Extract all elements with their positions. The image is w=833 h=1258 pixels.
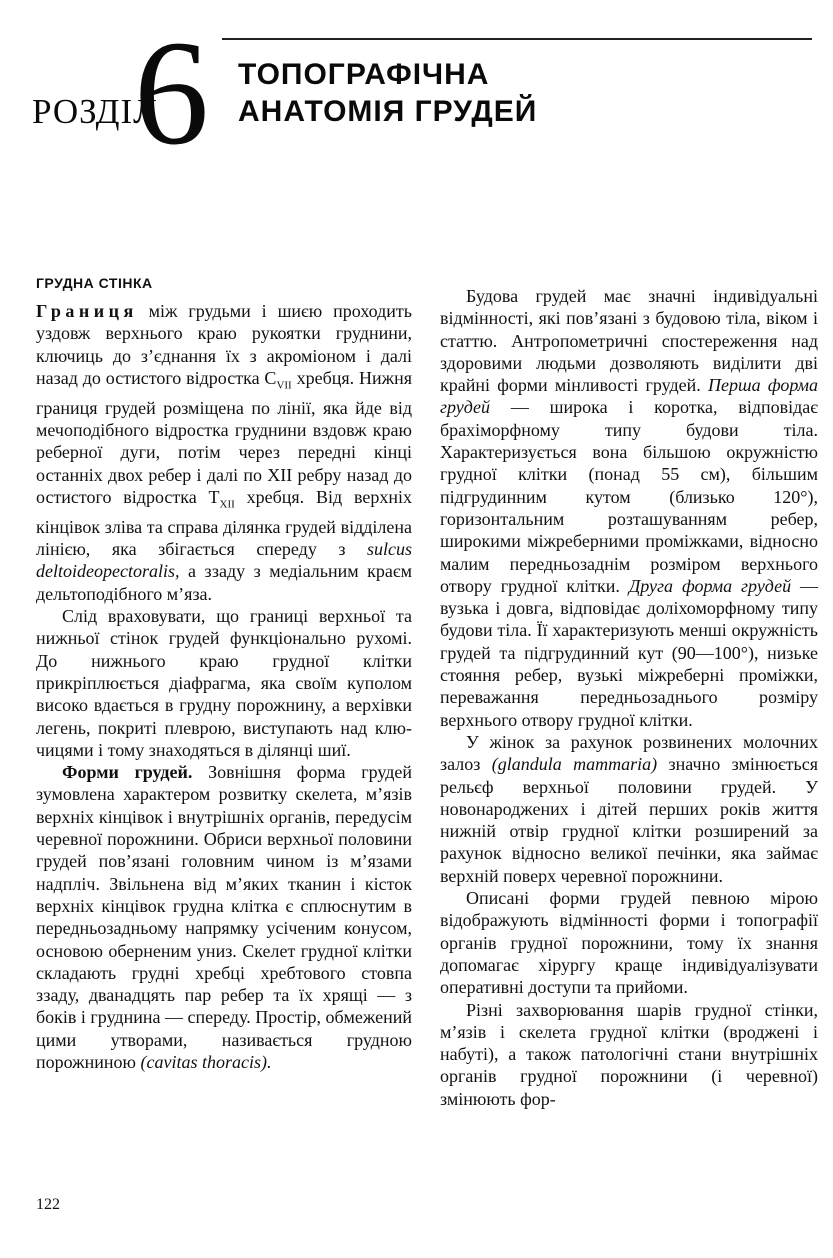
text-run: Зовнішня форма грудей зумовлена характером розвитку скелета, м’язів верхніх кінцівок і внутрішніх органів, передусім черевної порожнини. Обриси верхньої половини грудей пов’язані головним чином із м’язами надпліч. Звільнена від м’яких тканин і кісток верхніх кінцівок грудна клітка є сплюснутим в передньозадньому напрямку усіченим конусом, основою оберненим униз. Скелет грудної клітки складають грудні хребці хребтового стовпа ззаду, дванадцять пар ребер та їх хрящі — з боків і груднина — спереду. Простір, обмежений цими утворами, називається грудною порожниною [36,762,412,1072]
page-number: 122 [36,1196,60,1213]
text-run: У жінок за рахунок розвинених молочних залоз [440,731,818,775]
text-run: Будова грудей має значні індивідуальні відмінності, які пов’язані з будовою тіла, віком і статтю. Антропометричні спостереження над здоровими людьми дозволяють виділити дві крайні форми мінливості грудей. [440,286,818,396]
latin-term: (cavitas thoracis). [140,1051,272,1072]
emphasis-term: Друга форма грудей [628,575,792,596]
text-run: значно змінюється рельєф верхньої половини грудей. У новонароджених і дітей перших років життя нижній отвір грудної клітки розширений за рахунок відносно великої печінки, яка займає верхній поверх черевної порожнини. [440,754,819,886]
subscript: VII [276,379,292,392]
paragraph [36,300,412,605]
paragraph [440,285,818,731]
emphasis-term: Перша форма грудей [440,375,818,418]
latin-term: (glandula mammaria) [491,754,658,775]
header-rule [222,38,812,40]
text-run: між грудьми і шиєю проходить уздовж верхнього краю рукоятки груднини, ключиць до з’єднання їх з акроміоном і далі назад до остистого відростка C [36,301,412,388]
text-run: — вузька і довга, відповідає доліхоморфному типу будови тіла. Її характеризують менші окружність грудей та підгрудинний кут (90—100°), низьке стояння ребер, вузькі міжреберні проміжки, переважання передньозаднього розміру верхнього отвору грудної клітки. [440,575,819,730]
subscript: XII [219,498,235,511]
right-column [440,285,818,1110]
paragraph: Описані форми грудей певною мірою відображують відмінності форми і топографії органів грудної порожнини, тому їх знання допомагає хірургу краще індивідуалізувати оперативні доступи та прийоми. [440,888,818,998]
chapter-label: РОЗДІЛ [32,92,158,131]
text-run: а ззаду з медіальним краєм дельтоподібного м’яза. [36,561,412,604]
left-column [36,300,412,1073]
text-run: хребця. Нижня границя грудей розміщена по лінії, яка йде від мечоподібного відростка груднини вздовж краю реберної дуги, потім через передні кінці останніх двох ребер і далі по XII ребру назад до остистого відростка T [36,367,412,507]
section-heading: ГРУДНА СТІНКА [36,275,153,291]
chapter-title [238,56,537,130]
latin-term: sulcus deltoideopectoralis, [36,539,412,582]
run-in-heading: Форми грудей. [62,762,193,783]
paragraph: Слід враховувати, що границі верхньої та нижньої стінок грудей функціонально рухомі. До нижнього краю грудної клітки прикріплюється діафрагма, яка своїм куполом високо вдається в грудну порожнину, а верхівки легень, покриті плеврою, виступають над ключицями і тому знаходяться в ділянці шиї. [36,606,412,760]
chapter-number: 6 [134,10,207,176]
chapter-title-line-2: АНАТОМІЯ ГРУДЕЙ [238,95,538,128]
text-run: хребця. Від верхніх кінцівок зліва та справа ділянка грудей відділена лінією, яка збігається спереду з [36,486,412,560]
paragraph: Різні захворювання шарів грудної стінки, м’язів і скелета грудної клітки (вроджені і набуті), а також патологічні стани внутрішніх органів грудної порожнини (і черевної) змінюють фор- [440,999,818,1109]
chapter-title-line-1: ТОПОГРАФІЧНА [238,58,490,91]
paragraph [36,761,412,1073]
lead-term: Границя [36,301,138,321]
paragraph [440,731,818,887]
text-run: — широка і коротка, відповідає брахіморфному типу будови тіла. Характеризується вона більшою окружністю грудної клітки (понад 55 см), більшим підгрудинним кутом (близько 120°), горизонтальним розташуванням ребер, широкими міжреберними проміжками, відносно малим передньозаднім розміром верхнього отвору грудної клітки. [440,397,818,596]
